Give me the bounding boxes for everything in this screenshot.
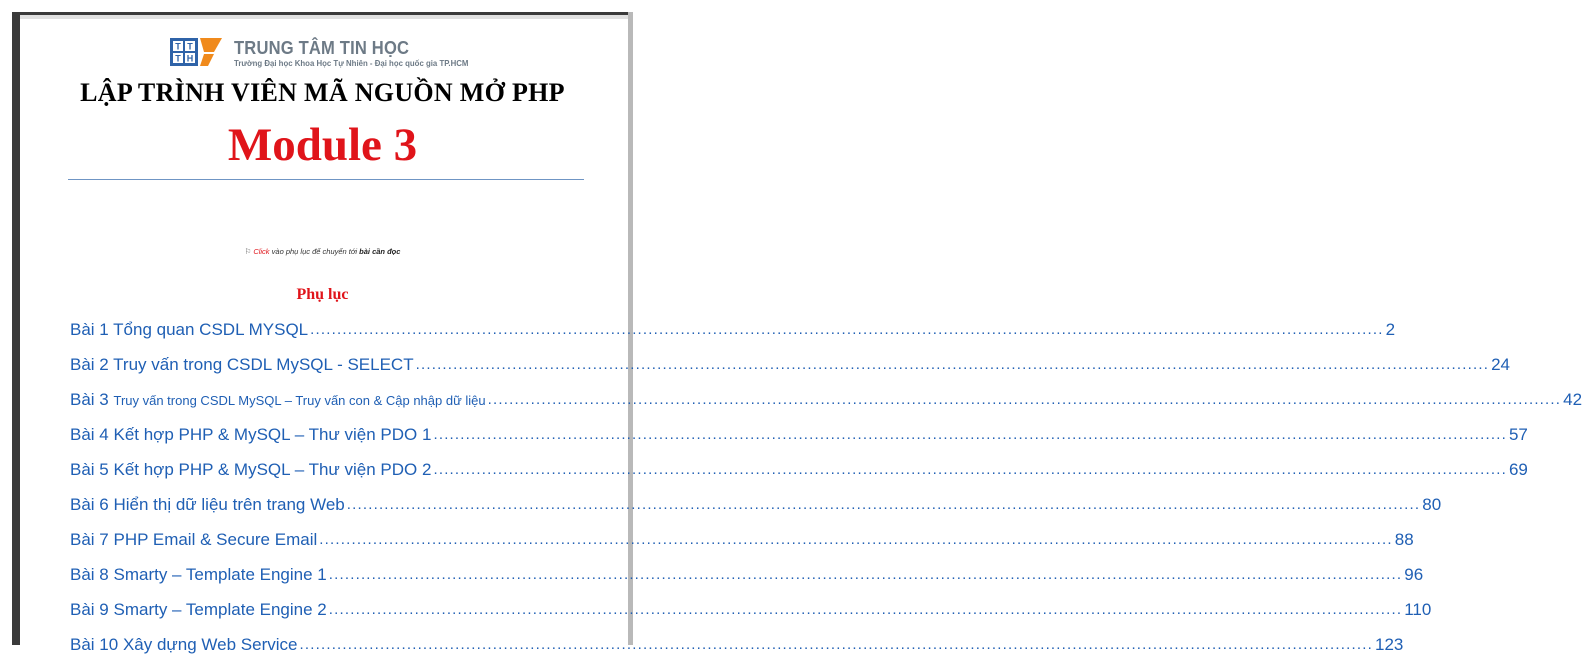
- toc-link-6[interactable]: [70, 487, 1442, 522]
- pointer-flag-icon: ⚐: [244, 247, 252, 256]
- toc-heading: Phụ lục: [296, 286, 349, 303]
- toc-link-4[interactable]: [70, 417, 1528, 452]
- toc-link-5[interactable]: [70, 452, 1528, 487]
- svg-text:T: T: [175, 53, 181, 64]
- toc-entry-text: Truy vấn trong CSDL MySQL – Truy vấn con & Cập nhập dữ liệu: [113, 392, 486, 408]
- toc-entry-number: Bài 3: [70, 389, 114, 409]
- toc-page-number: 57: [1508, 424, 1528, 444]
- toc-page-number: 110: [1404, 599, 1432, 619]
- toc-leader-dots: ........................................................................................................................................................................................................: [433, 461, 1507, 478]
- logo-text: [234, 38, 489, 68]
- hint-text: vào phụ lục để chuyển tới: [269, 247, 360, 256]
- toc-entry-title: [70, 390, 486, 410]
- toc-leader-dots: ........................................................................................................................................................................................................: [328, 601, 1403, 618]
- toc-entry-text: Smarty – Template Engine 1: [113, 564, 327, 584]
- toc-leader-dots: ........................................................................................................................................................................................................: [433, 426, 1507, 443]
- toc-entry-title: [70, 425, 431, 445]
- toc-entry-number: Bài 1: [70, 319, 114, 339]
- toc-page-number: 42: [1563, 389, 1582, 409]
- navigation-hint: [0, 247, 645, 256]
- toc-entry-number: Bài 4: [70, 424, 114, 444]
- table-of-contents: [70, 312, 1582, 662]
- hint-click-word: Click: [253, 247, 270, 256]
- logo-emblem-icon: [170, 38, 222, 68]
- toc-entry-title: [70, 495, 345, 515]
- center-logo: [170, 38, 489, 68]
- toc-entry-title: [70, 635, 297, 655]
- toc-entry-text: PHP Email & Secure Email: [113, 529, 318, 549]
- toc-leader-dots: ........................................................................................................................................................................................................: [487, 391, 1562, 408]
- toc-link-8[interactable]: [70, 557, 1424, 592]
- toc-entry-title: [70, 565, 327, 585]
- toc-entry-text: Truy vấn trong CSDL MySQL - SELECT: [113, 354, 414, 374]
- hint-target: bài cần đọc: [359, 247, 401, 256]
- toc-leader-dots: ........................................................................................................................................................................................................: [299, 636, 1373, 653]
- toc-link-1[interactable]: [70, 312, 1396, 347]
- toc-entry-number: Bài 10: [70, 634, 123, 654]
- toc-leader-dots: ........................................................................................................................................................................................................: [415, 356, 1490, 373]
- toc-entry-title: [70, 460, 431, 480]
- page-border-shadow: [20, 15, 628, 19]
- toc-page-number: 123: [1374, 634, 1404, 654]
- toc-link-9[interactable]: [70, 592, 1432, 627]
- svg-text:T: T: [175, 41, 181, 52]
- toc-leader-dots: ........................................................................................................................................................................................................: [310, 321, 1384, 338]
- toc-entry-number: Bài 2: [70, 354, 114, 374]
- toc-page-number: 88: [1394, 529, 1414, 549]
- logo-subtitle: Trường Đại học Khoa Học Tự Nhiên - Đại học quốc gia TP.HCM: [234, 58, 469, 68]
- toc-entry-number: Bài 6: [70, 494, 114, 514]
- toc-entry-number: Bài 8: [70, 564, 114, 584]
- toc-entry-text: Kết hợp PHP & MySQL – Thư viện PDO 1: [113, 424, 432, 444]
- toc-page-number: 2: [1385, 319, 1396, 339]
- svg-text:T: T: [187, 41, 193, 52]
- toc-link-2[interactable]: [70, 347, 1511, 382]
- toc-entry-text: Hiển thị dữ liệu trên trang Web: [113, 494, 345, 514]
- toc-leader-dots: ........................................................................................................................................................................................................: [319, 531, 1393, 548]
- toc-leader-dots: ........................................................................................................................................................................................................: [346, 496, 1421, 513]
- toc-entry-title: [70, 530, 317, 550]
- toc-entry-text: Tổng quan CSDL MYSQL: [113, 319, 309, 339]
- toc-link-3[interactable]: [70, 382, 1582, 417]
- toc-entry-text: Xây dựng Web Service: [122, 634, 298, 654]
- toc-entry-text: Kết hợp PHP & MySQL – Thư viện PDO 2: [113, 459, 432, 479]
- toc-leader-dots: ........................................................................................................................................................................................................: [328, 566, 1403, 583]
- toc-link-10[interactable]: [70, 627, 1404, 662]
- logo-name: TRUNG TÂM TIN HỌC: [234, 38, 410, 58]
- toc-page-number: 96: [1404, 564, 1424, 584]
- toc-page-number: 24: [1491, 354, 1511, 374]
- toc-entry-number: Bài 5: [70, 459, 114, 479]
- toc-link-7[interactable]: [70, 522, 1414, 557]
- toc-entry-number: Bài 7: [70, 529, 114, 549]
- module-title: Module 3: [227, 119, 418, 171]
- toc-page-number: 80: [1422, 494, 1442, 514]
- toc-entry-title: [70, 600, 327, 620]
- title-divider: [68, 179, 584, 180]
- svg-text:H: H: [186, 53, 194, 64]
- course-title: LẬP TRÌNH VIÊN MÃ NGUỒN MỞ PHP: [80, 78, 565, 107]
- toc-entry-number: Bài 9: [70, 599, 114, 619]
- toc-entry-title: [70, 320, 308, 340]
- toc-entry-title: [70, 355, 414, 375]
- toc-page-number: 69: [1508, 459, 1528, 479]
- toc-entry-text: Smarty – Template Engine 2: [113, 599, 327, 619]
